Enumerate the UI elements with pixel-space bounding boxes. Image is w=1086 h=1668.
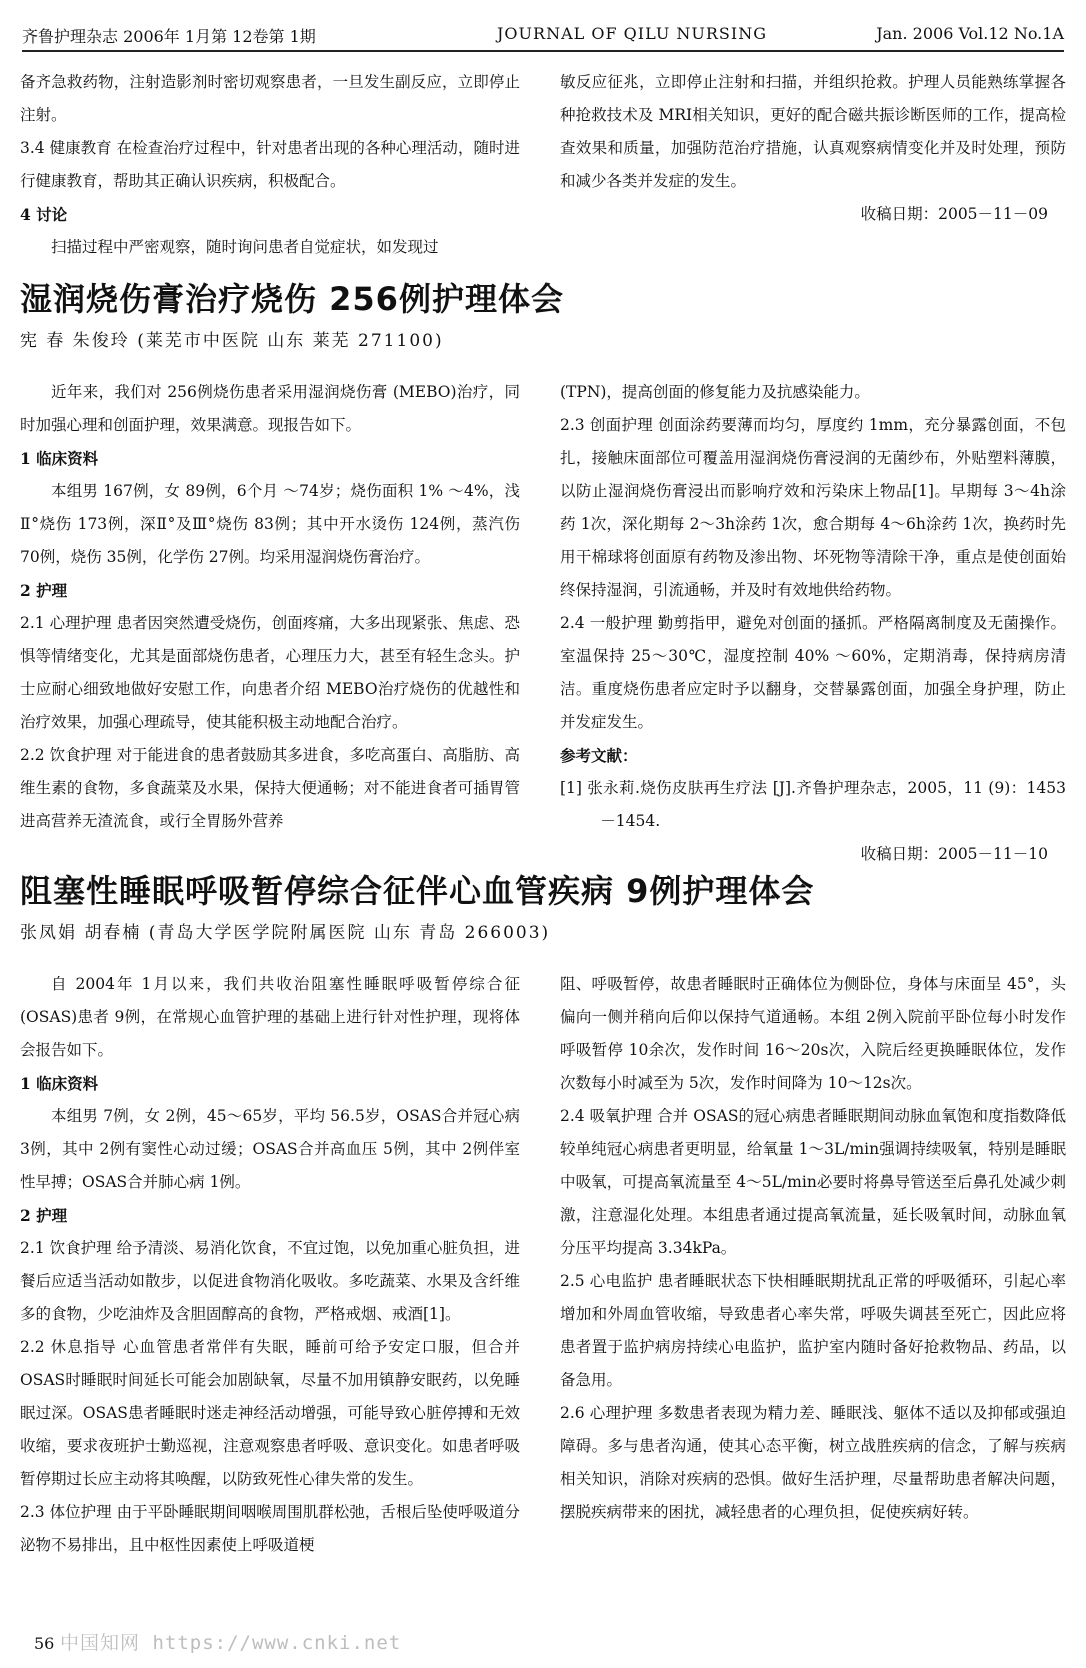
paragraph: 自 2004年 1月以来，我们共收治阻塞性睡眠呼吸暂停综合征 (OSAS)患者 9例，在常规心血管护理的基础上进行针对性护理，现将体会报告如下。: [20, 975, 520, 1059]
paragraph: 2.1 饮食护理 给予清淡、易消化饮食，不宜过饱，以免加重心脏负担，进餐后应适当活动如散步，以促进食物消化吸收。多吃蔬菜、水果及含纤维多的食物，少吃油炸及含胆固醇高的食物，严格戒烟、戒酒[1]。: [20, 1239, 520, 1323]
article2-left-column: [20, 968, 520, 1562]
running-header: [22, 22, 1064, 50]
paragraph: 2.1 心理护理 患者因突然遭受烧伤，创面疼痛，大多出现紧张、焦虑、恐惧等情绪变化，尤其是面部烧伤患者，心理压力大，甚至有轻生念头。护士应耐心细致地做好安慰工作，向患者介绍 MEBO治疗烧伤的优越性和治疗效果，加强心理疏导，使其能积极主动地配合治疗。: [20, 614, 520, 731]
paragraph: 本组男 7例，女 2例，45～65岁，平均 56.5岁，OSAS合并冠心病 3例，其中 2例有窦性心动过缓；OSAS合并高血压 5例，其中 2例伴室性早搏；OSAS合并肺心病 1例。: [20, 1107, 520, 1191]
article2-right-column: [560, 968, 1066, 1529]
paragraph: 敏反应征兆，立即停止注射和扫描，并组织抢救。护理人员能熟练掌握各种抢救技术及 MRI相关知识，更好的配合磁共振诊断医师的工作，提高检查效果和质量，加强防范治疗措施，认真观察病情变化并及时处理，预防和减少各类并发症的发生。: [560, 73, 1066, 190]
paragraph: 2.4 吸氧护理 合并 OSAS的冠心病患者睡眠期间动脉血氧饱和度指数降低较单纯冠心病患者更明显，给氧量 1～3L/min强调持续吸氧，特别是睡眠中吸氧，可提高氧流量至 4～5L/min必要时将鼻导管送至后鼻孔处减少刺激，注意湿化处理。本组患者通过提高氧流量，延长吸氧时间，动脉血氧分压平均提高 3.34kPa。: [560, 1107, 1066, 1257]
prev-article-right-column: [560, 66, 1066, 231]
paragraph: (TPN)，提高创面的修复能力及抗感染能力。: [560, 383, 870, 401]
article-authors: 张凤娟 胡春楠 (青岛大学医学院附属医院 山东 青岛 266003): [20, 923, 551, 943]
paragraph: 2.5 心电监护 患者睡眠状态下快相睡眠期扰乱正常的呼吸循环，引起心率增加和外周血管收缩，导致患者心率失常，呼吸失调甚至死亡，因此应将患者置于监护病房持续心电监护，监护室内随时备好抢救物品、药品，以备急用。: [560, 1272, 1066, 1389]
references-heading: 参考文献：: [560, 746, 638, 765]
paragraph: 2.2 休息指导 心血管患者常伴有失眠，睡前可给予安定口服，但合并 OSAS时睡眠时间延长可能会加剧缺氧，尽量不加用镇静安眠药，以免睡眠过深。OSAS患者睡眠时迷走神经活动增强，可能导致心脏停搏和无效收缩，要求夜班护士勤巡视，注意观察患者呼吸、意识变化。如患者呼吸暂停期过长应主动将其唤醒，以防致死性心律失常的发生。: [20, 1338, 520, 1488]
paragraph: 2.4 一般护理 勤剪指甲，避免对创面的搔抓。严格隔离制度及无菌操作。室温保持 25～30℃，湿度控制 40% ～60%，定期消毒，保持病房清洁。重度烧伤患者应定时予以翻身，交替暴露创面，加强全身护理，防止并发症发生。: [560, 614, 1066, 731]
paragraph: 2.3 体位护理 由于平卧睡眠期间咽喉周围肌群松弛，舌根后坠使呼吸道分泌物不易排出，且中枢性因素使上呼吸道梗: [20, 1503, 520, 1554]
paragraph: 本组男 167例，女 89例，6个月 ～74岁；烧伤面积 1% ～4%，浅Ⅱ°烧伤 173例，深Ⅱ°及Ⅲ°烧伤 83例；其中开水烫伤 124例，蒸汽伤 70例，烧伤 35例，化学伤 27例。均采用湿润烧伤膏治疗。: [20, 482, 520, 566]
paragraph: 2.2 饮食护理 对于能进食的患者鼓励其多进食，多吃高蛋白、高脂肪、高维生素的食物，多食蔬菜及水果，保持大便通畅；对不能进食者可插胃管进高营养无渣流食，或行全胃肠外营养: [20, 746, 520, 830]
section-heading: 4 讨论: [20, 205, 68, 224]
article-title: 阻塞性睡眠呼吸暂停综合征伴心血管疾病 9例护理体会: [20, 872, 815, 910]
paragraph: 3.4 健康教育 在检查治疗过程中，针对患者出现的各种心理活动，随时进行健康教育，帮助其正确认识疾病，积极配合。: [20, 139, 520, 190]
received-date: 收稿日期：2005－11－09: [860, 205, 1048, 223]
paragraph: 2.3 创面护理 创面涂药要薄而均匀，厚度约 1mm，充分暴露创面，不包扎，接触床面部位可覆盖用湿润烧伤膏浸润的无菌纱布，外贴塑料薄膜，以防止湿润烧伤膏浸出而影响疗效和污染床上物品[1]。早期每 3～4h涂药 1次，深化期每 2～3h涂药 1次，愈合期每 4～6h涂药 1次，换药时先用干棉球将创面原有药物及渗出物、坏死物等清除干净，重点是使创面始终保持湿润，引流通畅，并及时有效地供给药物。: [560, 416, 1066, 599]
article-authors: 宪 春 朱俊玲 (莱芜市中医院 山东 莱芜 271100): [20, 331, 444, 351]
cnki-watermark: 中国知网 https://www.cnki.net: [60, 1632, 402, 1654]
paragraph: 2.6 心理护理 多数患者表现为精力差、睡眠浅、躯体不适以及抑郁或强迫障碍。多与患者沟通，使其心态平衡，树立战胜疾病的信念，了解与疾病相关知识，消除对疾病的恐惧。做好生活护理，尽量帮助患者解决问题，摆脱疾病带来的困扰，减轻患者的心理负担，促使疾病好转。: [560, 1404, 1066, 1521]
section-heading: 1 临床资料: [20, 1074, 99, 1093]
header-rule: [22, 50, 1064, 52]
section-heading: 1 临床资料: [20, 449, 99, 468]
paragraph: 阻、呼吸暂停，故患者睡眠时正确体位为侧卧位，身体与床面呈 45°，头偏向一侧并稍向后仰以保持气道通畅。本组 2例入院前平卧位每小时发作呼吸暂停 10余次，发作时间 16～20s次，入院后经更换睡眠体位，发作次数每小时减至为 5次，发作时间降为 10～12s次。: [560, 975, 1066, 1092]
header-journal-cn: 齐鲁护理杂志 2006年 1月第 12卷第 1期: [22, 27, 316, 46]
received-date: 收稿日期：2005－11－10: [860, 845, 1048, 863]
article-title: 湿润烧伤膏治疗烧伤 256例护理体会: [20, 280, 564, 318]
section-heading: 2 护理: [20, 581, 68, 600]
prev-article-left-column: [20, 66, 520, 264]
paragraph: 近年来，我们对 256例烧伤患者采用湿润烧伤膏 (MEBO)治疗，同时加强心理和创面护理，效果满意。现报告如下。: [20, 383, 520, 434]
header-issue: Jan. 2006 Vol.12 No.1A: [876, 24, 1064, 43]
section-heading: 2 护理: [20, 1206, 68, 1225]
article1-right-column: [560, 376, 1066, 871]
page-number: 56: [34, 1634, 55, 1653]
reference-item: [1] 张永莉.烧伤皮肤再生疗法 [J].齐鲁护理杂志，2005，11 (9)：1453－1454.: [560, 779, 1066, 830]
header-journal-en: JOURNAL OF QILU NURSING: [497, 24, 767, 43]
paragraph: 备齐急救药物，注射造影剂时密切观察患者，一旦发生副反应，立即停止注射。: [20, 73, 520, 124]
paragraph: 扫描过程中严密观察，随时询问患者自觉症状，如发现过: [51, 238, 439, 256]
article1-left-column: [20, 376, 520, 838]
